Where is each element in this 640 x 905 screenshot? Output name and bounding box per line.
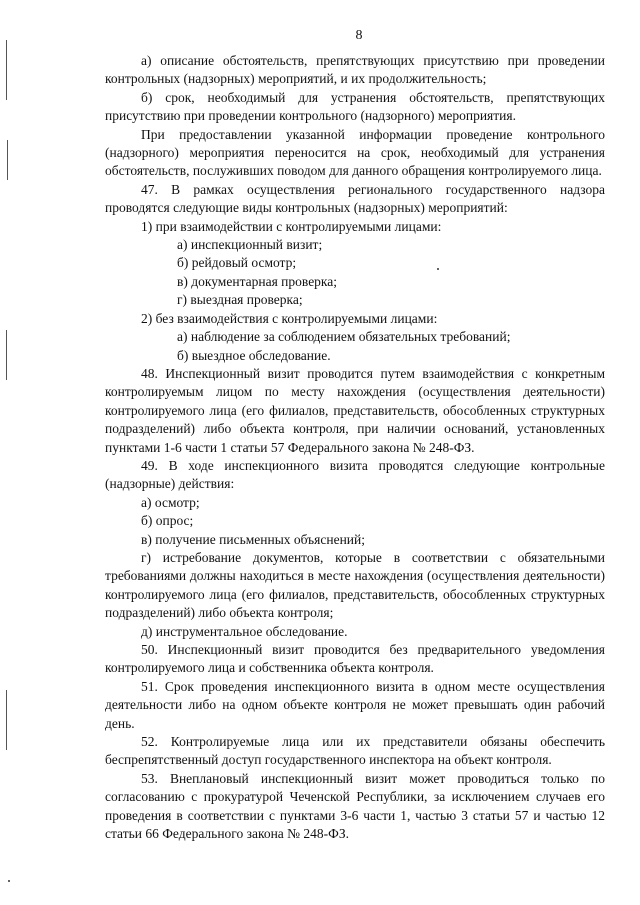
list-item-47-1-g: г) выездная проверка; (177, 292, 303, 308)
paragraph-item-51: 51. Срок проведения инспекционного визита в одном месте осуществления деятельности либо на одном объекте контроля не может превышать один рабочий день. (105, 678, 605, 731)
paragraph-b-term: б) срок, необходимый для устранения обстоятельств, препятствующих присутствию при проведении контрольного (надзорного) мероприятия. (105, 89, 605, 124)
paragraph-item-49: 49. В ходе инспекционного визита проводятся следующие контрольные (надзорные) действия: (105, 457, 605, 492)
list-item-49-g: г) истребование документов, которые в соответствии с обязательными требованиями должны находиться в месте нахождения (осуществления деятельности) контролируемого лица (его филиалов, представительств, обособленных структурных подразделений) либо объекта контроля; (105, 549, 605, 621)
paragraph-postpone: При предоставлении указанной информации проведение контрольного (надзорного) мероприятия переносится на срок, необходимый для устранения обстоятельств, послуживших поводом для данного обращения контролируемого лица. (105, 126, 605, 179)
list-item-49-v: в) получение письменных объяснений; (141, 531, 366, 547)
list-item-49-b: б) опрос; (141, 513, 194, 529)
scan-edge-mark (6, 40, 7, 100)
paragraph-item-47: 47. В рамках осуществления регионального государственного надзора проводятся следующие виды контрольных (надзорных) мероприятий: (105, 181, 605, 216)
document-page (105, 28, 605, 843)
paragraph-item-53: 53. Внеплановый инспекционный визит может проводиться только по согласованию с прокуратурой Чеченской Республики, за исключением случаев его проведения в соответствии с пунктами 3-6 части 1, частью 3 статьи 57 и частью 12 статьи 66 Федерального закона № 248-ФЗ. (105, 770, 605, 842)
list-item-47-2-a: а) наблюдение за соблюдением обязательных требований; (177, 329, 511, 345)
page-number: 8 (355, 28, 363, 43)
list-item-47-2-b: б) выездное обследование. (177, 347, 331, 363)
scan-edge-mark (6, 330, 7, 380)
scan-edge-mark (6, 690, 7, 750)
list-item-49-d: д) инструментальное обследование. (141, 623, 348, 639)
paragraph-item-50: 50. Инспекционный визит проводится без предварительного уведомления контролируемого лица и собственника объекта контроля. (105, 642, 605, 676)
list-item-47-1-b: б) рейдовый осмотр; (177, 255, 297, 271)
paragraph-item-52: 52. Контролируемые лица или их представители обязаны обеспечить беспрепятственный доступ государственного инспектора на объект контроля. (105, 734, 605, 768)
list-item-47-2: 2) без взаимодействия с контролируемыми лицами: (141, 310, 438, 326)
list-item-49-a: а) осмотр; (141, 494, 200, 510)
paragraph-item-48: 48. Инспекционный визит проводится путем взаимодействия с конкретным контролируемым лицом по месту нахождения (осуществления деятельности) контролируемого лица (его филиалов, представительств, обособленных структурных подразделений) либо объекта контроля, при наличии оснований, установленных пунктами 1-6 части 1 статьи 57 Федерального закона № 248-ФЗ. (105, 365, 605, 455)
list-item-47-1-v: в) документарная проверка; (177, 273, 338, 289)
scan-edge-mark (7, 140, 8, 180)
list-item-47-1-a: а) инспекционный визит; (177, 237, 323, 253)
paragraph-a-circumstances: а) описание обстоятельств, препятствующих присутствию при проведении контрольных (надзорных) мероприятий, и их продолжительность; (105, 53, 605, 87)
list-item-47-1: 1) при взаимодействии с контролируемыми лицами: (141, 218, 442, 234)
scan-dot (8, 880, 10, 882)
